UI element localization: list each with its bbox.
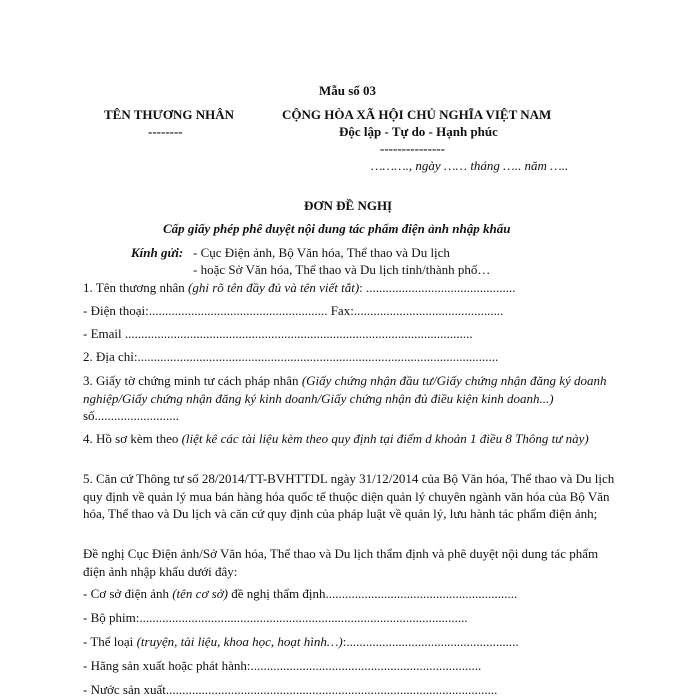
field-cinema-facility: - Cơ sở điện ảnh (tên cơ sở) đề nghị thẩm định........................................................... xyxy=(83,586,518,601)
field-address: 2. Địa chỉ:............................................................................................................... xyxy=(83,349,499,364)
field-email: - Email ........................................................................................................... xyxy=(83,326,473,341)
field-genre: - Thể loại (truyện, tài liệu, khoa học, hoạt hình…):..................................................... xyxy=(83,634,519,649)
field-legal-basis: 5. Căn cứ Thông tư số 28/2014/TT-BVHTTDL ngày 31/12/2014 của Bộ Văn hóa, Thể thao và Du lịch quy định về quản lý mua bán hàng hóa quốc tế thuộc diện quản lý chuyên ngành văn hóa của Bộ Văn hóa, Thể thao và Du lịch và căn cứ quy định của pháp luật về quản lý, lưu hành tác phẩm điện ảnh; xyxy=(83,471,615,521)
motto-divider: --------------- xyxy=(380,141,445,156)
trader-name-divider: -------- xyxy=(148,124,183,139)
document-subtitle: Cấp giấy phép phê duyệt nội dung tác phẩm điện ảnh nhập khẩu xyxy=(163,221,511,236)
field-country-of-production: - Nước sản xuất...................................................................................................... xyxy=(83,682,498,697)
recipient-line-1: - Cục Điện ảnh, Bộ Văn hóa, Thể thao và Du lịch xyxy=(193,245,450,260)
national-motto: Độc lập - Tự do - Hạnh phúc xyxy=(339,124,498,139)
request-paragraph: Đề nghị Cục Điện ảnh/Sở Văn hóa, Thể thao và Du lịch thẩm định và phê duyệt nội dung tác phẩm điện ảnh nhập khẩu dưới đây: xyxy=(83,546,599,579)
form-number: Mẫu số 03 xyxy=(319,83,377,98)
field-producer: - Hãng sản xuất hoặc phát hành:....................................................................... xyxy=(83,658,482,673)
recipient-line-2: - hoặc Sở Văn hóa, Thể thao và Du lịch tỉnh/thành phố… xyxy=(193,262,491,277)
country-name: CỘNG HÒA XÃ HỘI CHỦ NGHĨA VIỆT NAM xyxy=(282,107,552,122)
trader-name-heading: TÊN THƯƠNG NHÂN xyxy=(104,107,235,122)
field-legal-docs: 3. Giấy tờ chứng minh tư cách pháp nhân (Giấy chứng nhận đầu tư/Giấy chứng nhận đăng ký doanh nghiệp/Giấy chứng nhận đăng ký kinh doanh/Giấy chứng nhận đủ điều kiện kinh doanh...) số.......................... xyxy=(83,373,607,423)
date-line: ………., ngày …… tháng ….. năm ….. xyxy=(371,158,569,173)
document-title: ĐƠN ĐỀ NGHỊ xyxy=(304,198,393,213)
field-attachments: 4. Hồ sơ kèm theo (liệt kê các tài liệu kèm theo quy định tại điểm d khoản 1 điều 8 Thông tư này) xyxy=(83,431,589,446)
recipient-label: Kính gửi: xyxy=(131,245,184,260)
field-phone-fax: - Điện thoại:....................................................... Fax:.............................................. xyxy=(83,303,504,318)
field-film: - Bộ phim:..................................................................................................... xyxy=(83,610,468,625)
field-trader-name: 1. Tên thương nhân (ghi rõ tên đầy đủ và tên viết tắt): .............................................. xyxy=(83,280,516,295)
